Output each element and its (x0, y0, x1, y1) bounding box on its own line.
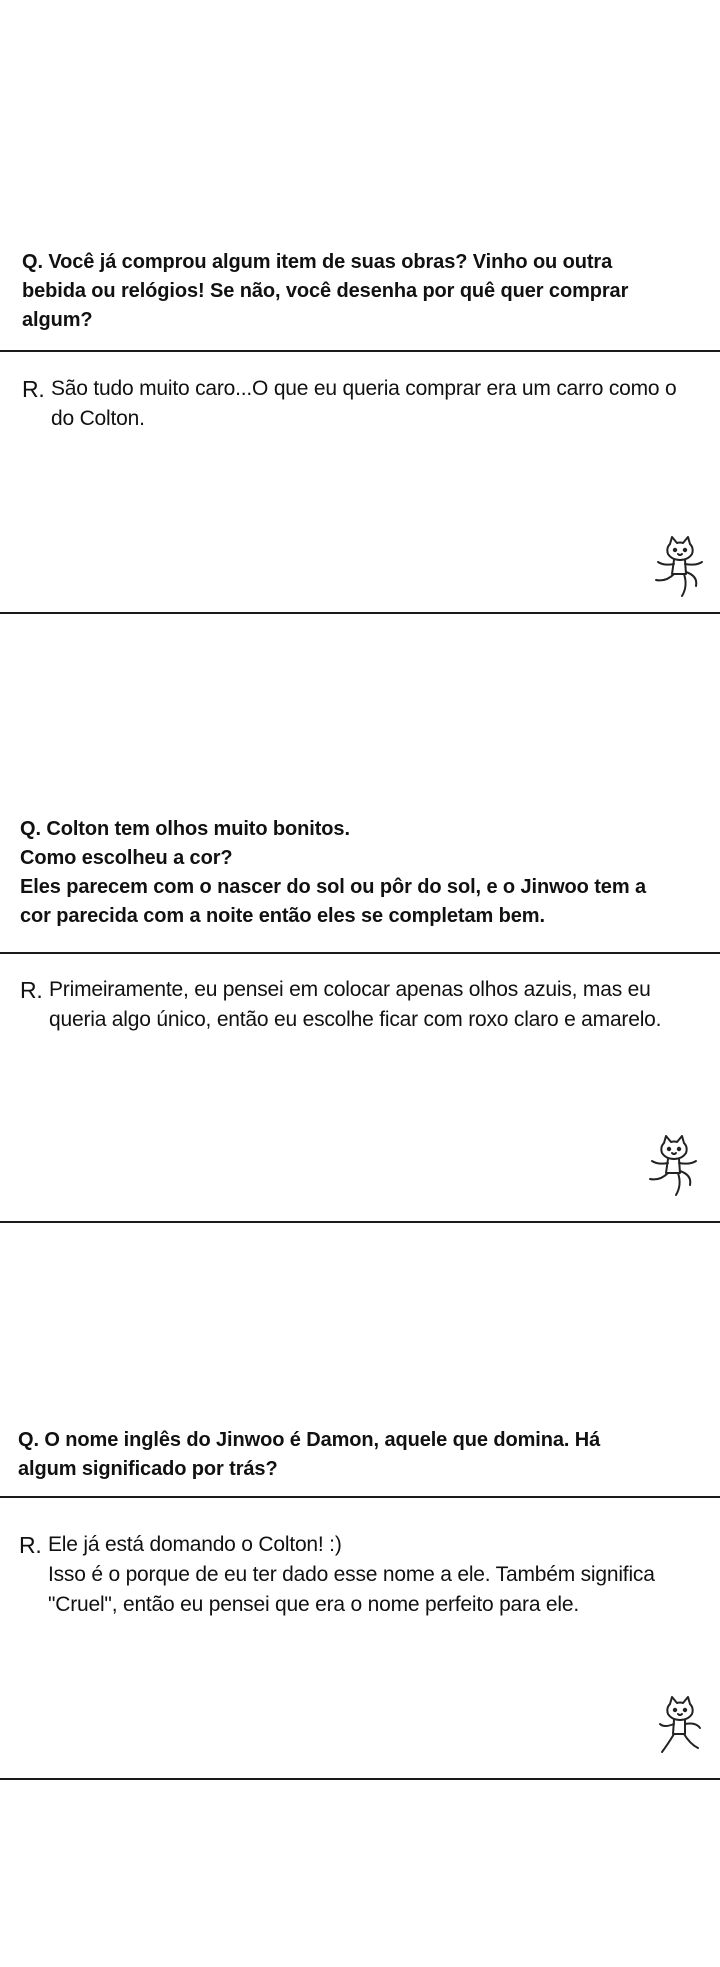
answer-2 (20, 975, 710, 1045)
question-divider-2 (0, 952, 720, 954)
answer-text: Primeiramente, eu pensei em colocar apenas olhos azuis, mas eu queria algo único, então eu escolhe ficar com roxo claro e amarelo. (49, 978, 662, 1031)
cat-mascot-icon (646, 1135, 702, 1197)
question-1: Q. Você já comprou algum item de suas obras? Vinho ou outra bebida ou relógios! Se não, você desenha por quê quer comprar algum? (22, 251, 629, 331)
question-3: Q. O nome inglês do Jinwoo é Damon, aquele que domina. Há algum significado por trás? (18, 1429, 601, 1480)
answer-label: R. (22, 376, 45, 402)
answer-label: R. (20, 977, 43, 1003)
question-divider-1 (0, 350, 720, 352)
question-2: Q. Colton tem olhos muito bonitos. Como escolheu a cor? Eles parecem com o nascer do sol ou pôr do sol, e o Jinwoo tem a cor parecida com a noite então eles se completam bem. (20, 818, 646, 927)
answer-text: Ele já está domando o Colton! :) Isso é o porque de eu ter dado esse nome a ele. Também significa "Cruel", então eu pensei que era o nome perfeito para ele. (48, 1533, 655, 1616)
question-divider-3 (0, 1496, 720, 1498)
answer-text: São tudo muito caro...O que eu queria comprar era um carro como o do Colton. (51, 377, 677, 430)
section-divider-3 (0, 1778, 720, 1780)
cat-mascot-icon (652, 1696, 708, 1758)
answer-label: R. (19, 1532, 42, 1558)
answer-3 (19, 1530, 709, 1630)
section-divider-1 (0, 612, 720, 614)
answer-1 (22, 374, 712, 444)
cat-mascot-icon (652, 536, 708, 598)
section-divider-2 (0, 1221, 720, 1223)
